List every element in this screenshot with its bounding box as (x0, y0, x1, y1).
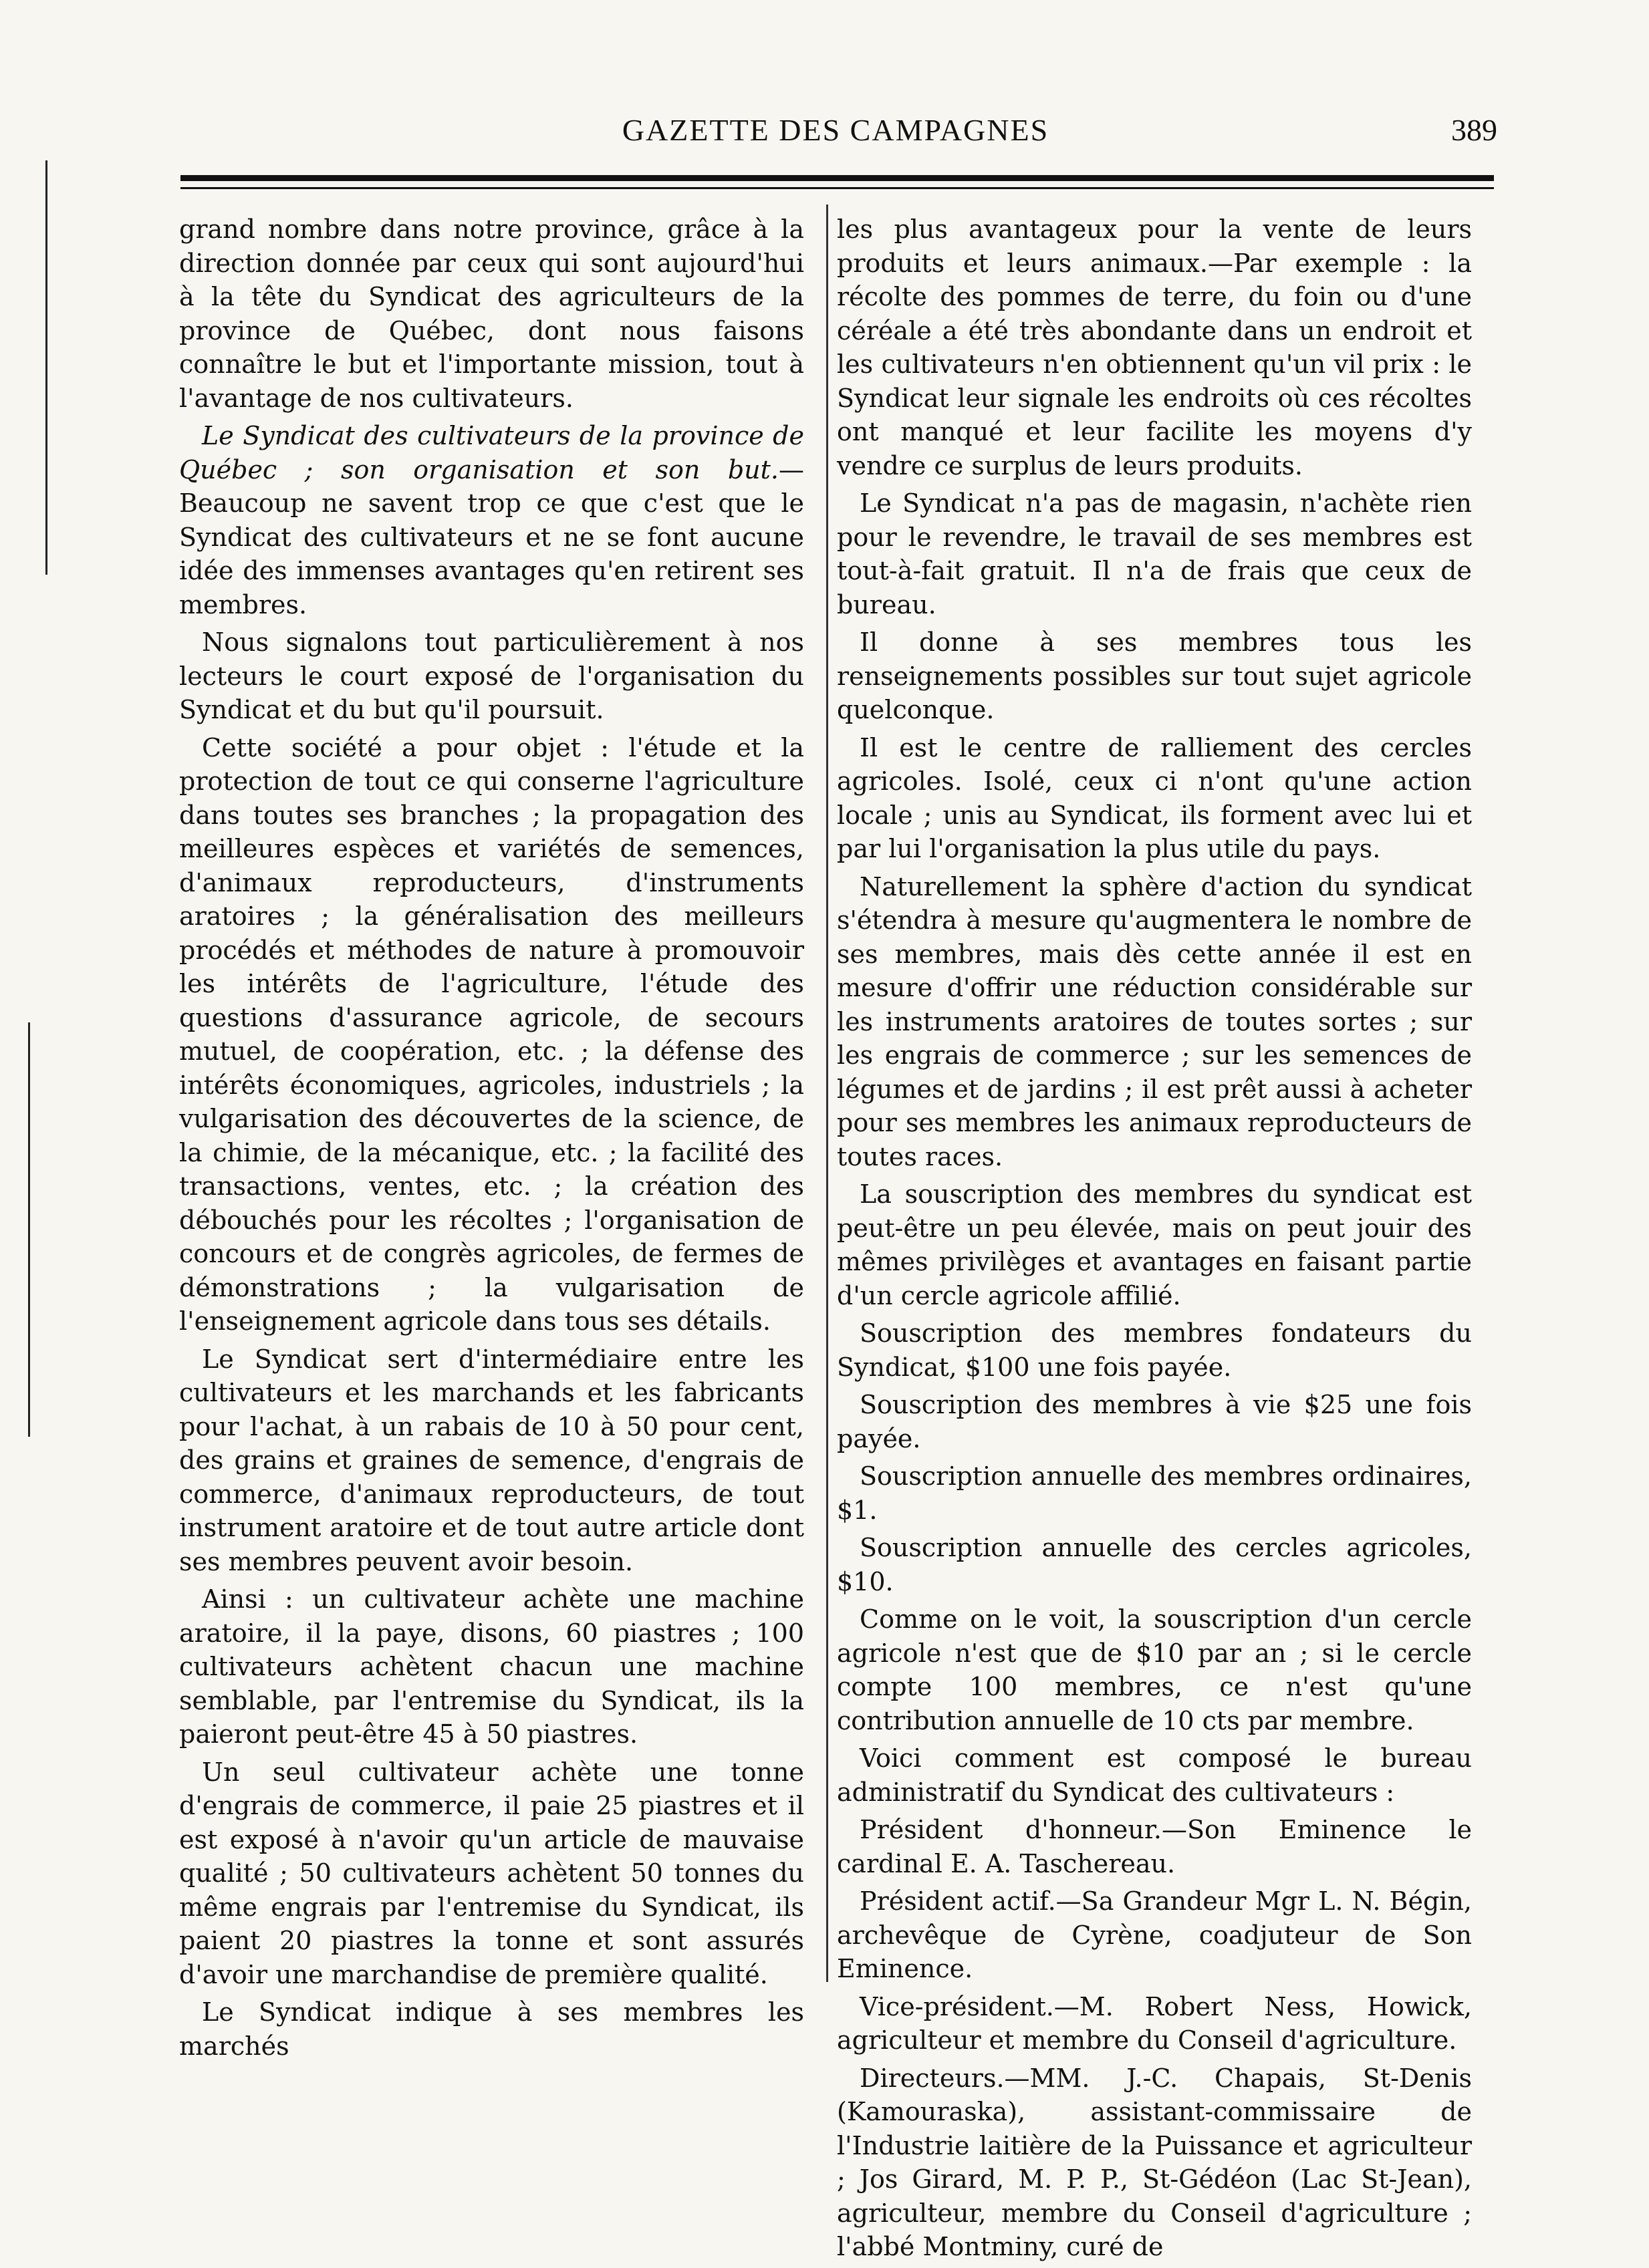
paragraph: grand nombre dans notre province, grâce à la direction donnée par ceux qui sont aujourd'hui à la tête du Syndicat des agriculteurs de la province de Québec, dont nous faisons connaître le but et l'importante mission, tout à l'avantage de nos cultivateurs. (179, 215, 804, 413)
paragraph: Président d'honneur.—Son Eminence le cardinal E. A. Taschereau. (837, 1815, 1472, 1878)
paragraph: les plus avantageux pour la vente de leurs produits et leurs animaux.—Par exemple : la récolte des pommes de terre, du foin ou d'une céréale a été très abondante dans un endroit et les cultivateurs n'en obtiennent qu'un vil prix : le Syndicat leur signale les endroits où ces récoltes ont manqué et leur facilite les moyens d'y vendre ce surplus de leurs produits. (837, 215, 1472, 480)
right-column (837, 212, 1472, 2268)
column-divider (826, 204, 828, 1982)
header-rule-thick (180, 175, 1494, 181)
paragraph: Souscription des membres fondateurs du Syndicat, $100 une fois payée. (837, 1318, 1472, 1382)
paragraph: Nous signalons tout particulièrement à nos lecteurs le court exposé de l'organisation du Syndicat et du but qu'il poursuit. (179, 627, 804, 724)
paragraph: Directeurs.—MM. J.-C. Chapais, St-Denis (Kamouraska), assistant-commissaire de l'Industrie laitière de la Puissance et agriculteur ; Jos Girard, M. P. P., St-Gédéon (Lac St-Jean), agriculteur, membre du Conseil d'agriculture ; l'abbé Montminy, curé de (837, 2063, 1472, 2261)
paragraph: Président actif.—Sa Grandeur Mgr L. N. Bégin, archevêque de Cyrène, coadjuteur de Son Eminence. (837, 1886, 1472, 1983)
page-number: 389 (1451, 113, 1497, 147)
paragraph: Cette société a pour objet : l'étude et la protection de tout ce qui conserne l'agriculture dans toutes ses branches ; la propagation des meilleures espèces et variétés de semences, d'animaux reproducteurs, d'instruments aratoires ; la généralisation des meilleurs procédés et méthodes de nature à promouvoir les intérêts de l'agriculture, l'étude des questions d'assurance agricole, de secours mutuel, de coopération, etc. ; la défense des intérêts économiques, agricoles, industriels ; la vulgarisation des découvertes de la science, de la chimie, de la mécanique, etc. ; la facilité des transactions, ventes, etc. ; la création des débouchés pour les récoltes ; l'organisation de concours et de congrès agricoles, de fermes de démonstrations ; la vulgarisation de l'enseignement agricole dans tous ses détails. (179, 732, 804, 1336)
page-title: GAZETTE DES CAMPAGNES (622, 113, 1049, 147)
paragraph: Il est le centre de ralliement des cercles agricoles. Isolé, ceux ci n'ont qu'une action locale ; unis au Syndicat, ils forment avec lui et par lui l'organisation la plus utile du pays. (837, 732, 1472, 863)
page-header (174, 112, 1497, 159)
paragraph: Le Syndicat n'a pas de magasin, n'achète rien pour le revendre, le travail de ses membres est tout-à-fait gratuit. Il n'a de frais que ceux de bureau. (837, 488, 1472, 619)
paragraph: Souscription annuelle des cercles agricoles, $10. (837, 1533, 1472, 1596)
paragraph: Voici comment est composé le bureau administratif du Syndicat des cultivateurs : (837, 1743, 1472, 1807)
paragraph: Il donne à ses membres tous les renseignements possibles sur tout sujet agricole quelconque. (837, 627, 1472, 724)
paragraph: Souscription annuelle des membres ordinaires, $1. (837, 1461, 1472, 1525)
paragraph: Un seul cultivateur achète une tonne d'engrais de commerce, il paie 25 piastres et il est exposé à n'avoir qu'un article de mauvaise qualité ; 50 cultivateurs achètent 50 tonnes du même engrais par l'entremise du Syndicat, ils paient 20 piastres la tonne et sont assurés d'avoir une marchandise de première qualité. (179, 1757, 804, 1989)
paragraph: Ainsi : un cultivateur achète une machine aratoire, il la paye, disons, 60 piastres ; 100 cultivateurs achètent chacun une machine semblable, par l'entremise du Syndicat, ils la paieront peut-être 45 à 50 piastres. (179, 1584, 804, 1749)
paragraph (179, 419, 804, 621)
paragraph: Le Syndicat indique à ses membres les marchés (179, 1997, 804, 2061)
section-heading: Le Syndicat des cultivateurs de la province de Québec ; son organisation et son but. (179, 421, 804, 484)
paragraph: Comme on le voit, la souscription d'un cercle agricole n'est que de $10 par an ; si le cercle compte 100 membres, ce n'est qu'une contribution annuelle de 10 cts par membre. (837, 1604, 1472, 1735)
left-column (179, 212, 804, 2067)
paragraph: Naturellement la sphère d'action du syndicat s'étendra à mesure qu'augmentera le nombre de ses membres, mais dès cette année il est en mesure d'offrir une réduction considérable sur les instruments aratoires de toutes sortes ; sur les engrais de commerce ; sur les semences de légumes et de jardins ; il est prêt aussi à acheter pour ses membres les animaux reproducteurs de toutes races. (837, 871, 1472, 1171)
paragraph-text: —Beaucoup ne savent trop ce que c'est que le Syndicat des cultivateurs et ne se font aucune idée des immenses avantages qu'en retirent ses membres. (179, 454, 804, 619)
paragraph: Vice-président.—M. Robert Ness, Howick, agriculteur et membre du Conseil d'agriculture. (837, 1991, 1472, 2055)
margin-binding-line (28, 1022, 30, 1437)
margin-binding-line (45, 160, 47, 575)
paragraph: La souscription des membres du syndicat est peut-être un peu élevée, mais on peut jouir des mêmes privilèges et avantages en faisant partie d'un cercle agricole affilié. (837, 1179, 1472, 1310)
header-rule-thin (180, 187, 1494, 189)
paragraph: Le Syndicat sert d'intermédiaire entre les cultivateurs et les marchands et les fabricants pour l'achat, à un rabais de 10 à 50 pour cent, des grains et graines de semence, d'engrais de commerce, d'animaux reproducteurs, de tout instrument aratoire et de tout autre article dont ses membres peuvent avoir besoin. (179, 1344, 804, 1576)
paragraph: Souscription des membres à vie $25 une fois payée. (837, 1390, 1472, 1453)
